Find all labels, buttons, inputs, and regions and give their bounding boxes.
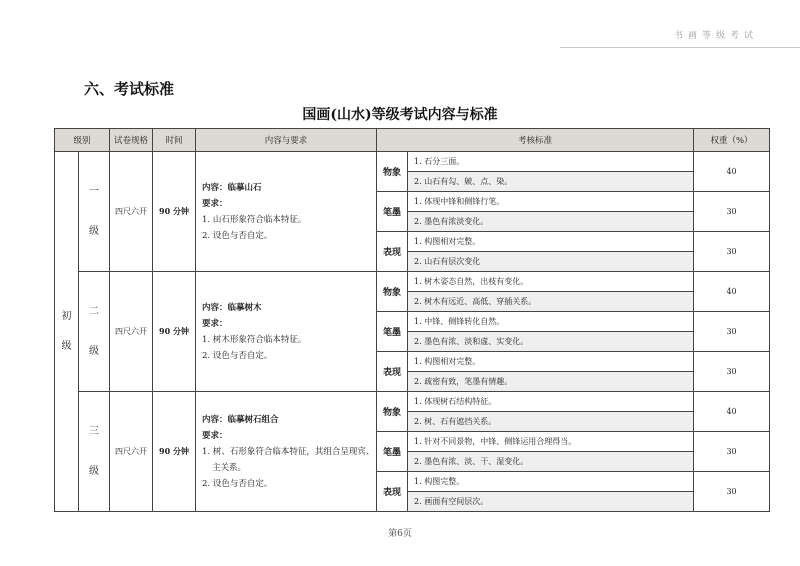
level-char: 二 <box>89 305 99 317</box>
weight-cell: 30 <box>694 192 770 232</box>
col-criteria: 考核标准 <box>377 129 694 152</box>
weight-cell: 40 <box>694 392 770 432</box>
level-char: 级 <box>89 225 99 237</box>
content-label: 内容：临摹树木 <box>202 302 262 313</box>
criteria-item: 1. 构图相对完整。 <box>408 232 694 252</box>
table-row <box>55 272 770 292</box>
requirement-label: 要求： <box>202 198 228 209</box>
level-char: 级 <box>89 465 99 477</box>
spec-cell: 四尺六开 <box>110 272 153 392</box>
time-cell: 90 分钟 <box>153 152 196 272</box>
level-char: 一 <box>89 185 99 197</box>
criteria-item: 1. 构图完整。 <box>408 472 694 492</box>
col-level: 级别 <box>55 129 110 152</box>
level-cell <box>79 152 110 272</box>
content-cell <box>196 392 377 512</box>
table-title: 国画(山水)等级考试内容与标准 <box>302 107 498 123</box>
criteria-item: 1. 构图相对完整。 <box>408 352 694 372</box>
criteria-category: 表现 <box>377 232 408 272</box>
criteria-category: 表现 <box>377 472 408 512</box>
page-number: 第6页 <box>388 529 412 539</box>
criteria-item: 1. 针对不同景物，中锋、侧锋运用合理得当。 <box>408 432 694 452</box>
criteria-item: 1. 体现中锋和侧锋行笔。 <box>408 192 694 212</box>
weight-cell: 30 <box>694 312 770 352</box>
criteria-category: 物象 <box>377 152 408 192</box>
spec-cell: 四尺六开 <box>110 392 153 512</box>
table-row <box>55 152 770 172</box>
header-rule <box>560 47 800 48</box>
criteria-item: 1. 石分三面。 <box>408 152 694 172</box>
table-row <box>55 392 770 412</box>
weight-cell: 30 <box>694 472 770 512</box>
spec-cell: 四尺六开 <box>110 152 153 272</box>
criteria-category: 物象 <box>377 392 408 432</box>
requirement-item: 1. 山石形象符合临本特征。 <box>202 214 307 225</box>
col-weight: 权重（%） <box>694 129 770 152</box>
criteria-category: 物象 <box>377 272 408 312</box>
criteria-item: 2. 树木有远近、高低、穿插关系。 <box>408 292 694 312</box>
time-cell: 90 分钟 <box>153 392 196 512</box>
level-cell <box>79 272 110 392</box>
level-group-char: 级 <box>61 340 72 352</box>
weight-cell: 30 <box>694 232 770 272</box>
time-cell: 90 分钟 <box>153 272 196 392</box>
level-group-cell <box>55 152 79 512</box>
requirement-label: 要求： <box>202 318 228 329</box>
level-char: 三 <box>89 425 99 437</box>
content-label: 内容：临摹树石组合 <box>202 414 279 425</box>
requirement-label: 要求： <box>202 430 228 441</box>
criteria-category: 笔墨 <box>377 192 408 232</box>
requirement-item: 2. 设色与否自定。 <box>202 230 273 241</box>
requirement-item: 主关系。 <box>212 462 247 473</box>
requirement-item: 2. 设色与否自定。 <box>202 478 273 489</box>
criteria-item: 2. 疏密有致，笔墨有情趣。 <box>408 372 694 392</box>
weight-cell: 40 <box>694 152 770 192</box>
weight-cell: 30 <box>694 432 770 472</box>
criteria-category: 表现 <box>377 352 408 392</box>
criteria-item: 2. 山石有勾、皴、点、染。 <box>408 172 694 192</box>
criteria-item: 2. 画面有空间层次。 <box>408 492 694 512</box>
criteria-item: 2. 山石有层次变化 <box>408 252 694 272</box>
weight-cell: 30 <box>694 352 770 392</box>
requirement-item: 1. 树木形象符合临本特征。 <box>202 334 307 345</box>
col-spec: 试卷规格 <box>110 129 153 152</box>
col-time: 时间 <box>153 129 196 152</box>
criteria-item: 1. 中锋、侧锋转化自然。 <box>408 312 694 332</box>
weight-cell: 40 <box>694 272 770 312</box>
table-header-row <box>55 129 770 152</box>
content-cell <box>196 152 377 272</box>
criteria-item: 1. 树木姿态自然，出枝有变化。 <box>408 272 694 292</box>
criteria-category: 笔墨 <box>377 312 408 352</box>
content-label: 内容：临摹山石 <box>202 182 262 193</box>
section-heading: 六、考试标准 <box>84 80 175 98</box>
standards-table <box>54 128 770 512</box>
level-cell <box>79 392 110 512</box>
criteria-item: 2. 树、石有遮挡关系。 <box>408 412 694 432</box>
requirement-item: 2. 设色与否自定。 <box>202 350 273 361</box>
criteria-item: 2. 墨色有浓、淡、干、湿变化。 <box>408 452 694 472</box>
criteria-item: 1. 体现树石结构特征。 <box>408 392 694 412</box>
criteria-item: 2. 墨色有浓淡变化。 <box>408 212 694 232</box>
level-group-char: 初 <box>61 310 72 322</box>
running-header: 书画等级考试 <box>673 31 758 41</box>
criteria-item: 2. 墨色有浓、淡和虚、实变化。 <box>408 332 694 352</box>
content-cell <box>196 272 377 392</box>
requirement-item: 1. 树、石形象符合临本特征，其组合呈现宾、 <box>202 446 375 457</box>
criteria-category: 笔墨 <box>377 432 408 472</box>
level-char: 级 <box>89 345 99 357</box>
col-content: 内容与要求 <box>196 129 377 152</box>
